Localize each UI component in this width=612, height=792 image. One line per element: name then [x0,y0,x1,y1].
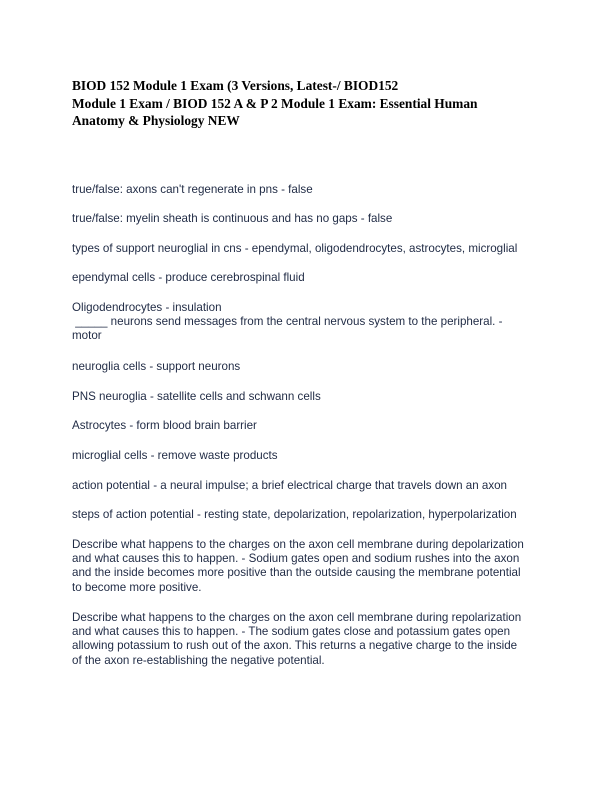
qa-text: Describe what happens to the charges on the axon cell membrane during depolarization [72,538,524,551]
qa-text: of the axon re-establishing the negative potential. [72,653,325,667]
qa-text: to become more positive. [72,580,202,594]
title-line: Module 1 Exam / BIOD 152 A & P 2 Module 1 Exam: Essential Human [72,95,478,111]
qa-text: steps of action potential - resting state, depolarization, repolarization, hyperpolarization [72,508,517,521]
qa-text: and the inside becomes more positive than the outside causing the membrane potential [72,566,521,580]
qa-item [72,449,552,463]
qa-text: ependymal cells - produce cerebrospinal fluid [72,271,305,284]
qa-text: true/false: myelin sheath is continuous and has no gaps - false [72,212,393,225]
document-title [72,77,552,130]
qa-text: Oligodendrocytes - insulation [72,301,222,314]
qa-text: action potential - a neural impulse; a brief electrical charge that travels down an axon [72,479,508,492]
qa-text: neuroglia cells - support neurons [72,360,241,373]
qa-text: PNS neuroglia - satellite cells and schwann cells [72,390,321,403]
qa-text: true/false: axons can't regenerate in pns - false [72,183,313,196]
qa-text: Astrocytes - form blood brain barrier [72,419,257,432]
qa-item [72,271,552,285]
qa-item [72,508,552,522]
qa-item [72,183,552,197]
qa-item [72,242,552,256]
qa-text: types of support neuroglial in cns - ependymal, oligodendrocytes, astrocytes, microglial [72,242,518,255]
qa-text: Describe what happens to the charges on the axon cell membrane during repolarization [72,611,522,624]
qa-item [72,538,552,595]
title-line: Anatomy & Physiology NEW [72,113,240,128]
qa-item [72,479,552,493]
qa-text: motor [72,329,102,343]
qa-item [72,611,552,668]
qa-item [72,360,552,374]
qa-item [72,390,552,404]
qa-item [72,301,552,344]
title-line: BIOD 152 Module 1 Exam (3 Versions, Latest-/ BIOD152 [72,78,399,93]
qa-text: _____ neurons send messages from the central nervous system to the peripheral. - [72,315,503,329]
qa-text: allowing potassium to rush out of the axon. This returns a negative charge to the inside [72,639,518,653]
qa-item [72,419,552,433]
qa-text: microglial cells - remove waste products [72,449,278,462]
qa-item [72,212,552,226]
qa-text: and what causes this to happen. - Sodium gates open and sodium rushes into the axon [72,552,520,566]
qa-text: and what causes this to happen. - The sodium gates close and potassium gates open [72,625,511,639]
